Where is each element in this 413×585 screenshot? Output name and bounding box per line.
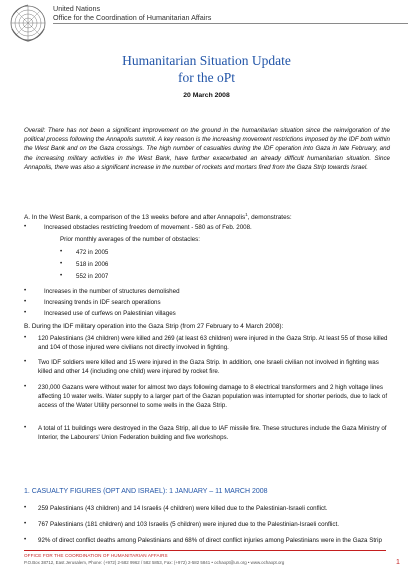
list-item: 518 in 2006 [76, 261, 109, 268]
page-number: 1 [396, 559, 400, 566]
bullet-icon: • [60, 272, 63, 279]
casualty-section-heading: 1. CASUALTY FIGURES (OPT AND ISRAEL): 1 JANUARY – 11 MARCH 2008 [24, 488, 268, 495]
bullet-icon: • [24, 334, 27, 341]
prior-averages-label: Prior monthly averages of the number of obstacles: [60, 236, 200, 243]
list-item: 120 Palestinians (34 children) were killed and 269 (at least 63 children) were injured in the Gaza Strip. At least 55 of those killed and 104 of those injured were civilians not directly involved in fighting. [38, 335, 388, 352]
bullet-icon: • [24, 536, 27, 543]
list-item: Increased use of curfews on Palestinian villages [44, 310, 176, 317]
list-item: 472 in 2005 [76, 249, 109, 256]
bullet-icon: • [24, 298, 27, 305]
section-a-heading: A. In the West Bank, a comparison of the 13 weeks before and after Annapolis$^1$, demonstrates: [24, 212, 292, 222]
bullet-icon: • [24, 424, 27, 431]
list-item: 767 Palestinians (181 children) and 103 Israelis (5 children) were injured due to the Palestinian-Israeli conflict. [38, 521, 339, 528]
bullet-icon: • [24, 520, 27, 527]
overview-paragraph: Overall: There has not been a significant improvement on the ground in the humanitarian situation since the reinvigoration of the political process following the Annapolis summit. A key reason is the increasing movement restrictions imposed by the IDF both within the West Bank and on the Gaza crossings. The high number of casualties during the IDF operation into Gaza in late February, and the increasing military activities in the West Bank, have further exacerbated an already difficult humanitarian situation. Since Annapolis, there was also a significant increase in the number of rockets and mortars fired from the Gaza Strip towards Israel. [24, 127, 390, 171]
list-item: A total of 11 buildings were destroyed in the Gaza Strip, all due to IAF missile fire. These structures include the Gaza Ministry of Interior, the Labourers' Union Federation building and five workshops. [38, 425, 387, 442]
report-subtitle: for the oPt [178, 70, 235, 85]
bullet-icon: • [24, 309, 27, 316]
bullet-icon: • [60, 248, 63, 255]
org-name: United Nations [53, 4, 101, 13]
list-item: 92% of direct conflict deaths among Palestinians and 68% of direct conflict injuries among Palestinians were in the Gaza Strip [38, 537, 382, 544]
org-office-name: Office for the Coordination of Humanitarian Affairs [53, 13, 212, 22]
footer-org: OFFICE FOR THE COORDINATION OF HUMANITARIAN AFFAIRS [24, 553, 168, 558]
header-divider [53, 23, 408, 24]
section-b-heading: B. During the IDF military operation into the Gaza Strip (from 27 February to 4 March 2008): [24, 323, 284, 330]
footer-divider [24, 550, 386, 551]
bullet-icon: • [24, 287, 27, 294]
footer-contact: P.O.Box 38712, East Jerusalem, Phone: (+972) 2-582 9962 / 582 5853, Fax: (+972) 2-582 5841 • ochaopt@un.org • www.ochaopt.org [24, 560, 285, 565]
bullet-icon: • [24, 358, 27, 365]
list-item: 552 in 2007 [76, 273, 109, 280]
footnote-marker: 1 [245, 212, 248, 217]
report-title: Humanitarian Situation Update [122, 53, 291, 68]
bullet-icon: • [60, 260, 63, 267]
report-date: 20 March 2008 [183, 92, 230, 99]
list-item: Increased obstacles restricting freedom of movement - 580 as of Feb. 2008. [44, 224, 252, 231]
list-item: 259 Palestinians (43 children) and 14 Israelis (4 children) were killed due to the Palestinian-Israeli conflict. [38, 505, 328, 512]
un-emblem-icon [8, 3, 48, 43]
bullet-icon: • [24, 383, 27, 390]
list-item: Increases in the number of structures demolished [44, 288, 180, 295]
bullet-icon: • [24, 223, 27, 230]
list-item: Two IDF soldiers were killed and 15 were injured in the Gaza Strip. In addition, one Israeli civilian not involved in fighting was killed and other 14 (including one child) were injured by rocket fire. [38, 359, 379, 376]
list-item: 230,000 Gazans were without water for almost two days following damage to 8 electrical transformers and 2 high voltage lines affecting 10 water wells. Water supply to a larger part of the Gazan population was interrupted for shorter periods, due to lack of access of the Water Utility personnel to some wells in the Gaza Strip. [38, 384, 388, 410]
list-item: Increasing trends in IDF search operations [44, 299, 161, 306]
bullet-icon: • [24, 504, 27, 511]
